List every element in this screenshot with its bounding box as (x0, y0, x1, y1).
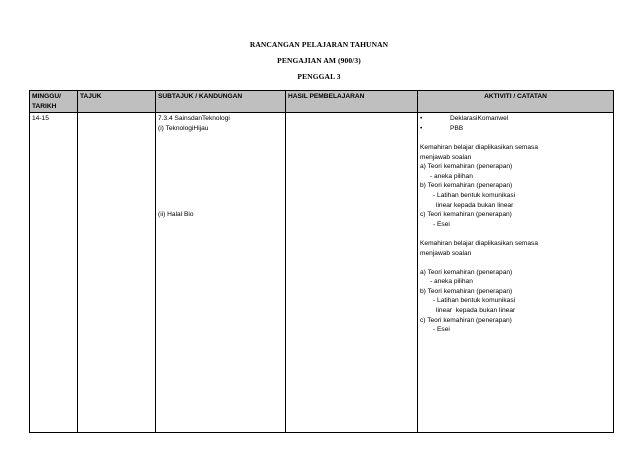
activity-line: - aneka pilihan (430, 278, 473, 286)
column-header-subtajuk: SUBTAJUK / KANDUNGAN (156, 91, 286, 113)
document-title: RANCANGAN PELAJARAN TAHUNAN (249, 40, 389, 49)
bullet-icon: • (420, 115, 423, 123)
subtajuk-line: (i) TeknologiHijau (158, 124, 209, 132)
document-term: PENGGAL 3 (297, 72, 341, 81)
cell-subtajuk (156, 113, 286, 433)
activity-line: Kemahiran belajar diaplikasikan semasa (420, 239, 539, 247)
activity-line: c) Teori kemahiran (penerapan) (420, 211, 512, 219)
column-header-tajuk: TAJUK (78, 91, 156, 113)
column-header-minggu: MINGGU/ TARIKH (30, 91, 78, 113)
activity-line: - aneka pilihan (430, 172, 473, 180)
activity-line: menjawab soalan (420, 249, 472, 257)
plan-table (29, 90, 614, 433)
activity-line: a) Teori kemahiran (penerapan) (420, 163, 513, 171)
activity-line: linear kepada bukan linear (436, 201, 514, 209)
document-subject: PENGAJIAN AM (900/3) (277, 56, 361, 65)
activity-line: b) Teori kemahiran (penerapan) (420, 182, 513, 190)
activity-line: menjawab soalan (420, 153, 472, 161)
cell-minggu: 14-15 (30, 113, 78, 433)
table-header-row (30, 91, 614, 113)
cell-tajuk (78, 113, 156, 433)
subtajuk-line: 7.3.4 SainsdanTeknologi (158, 115, 230, 123)
subtajuk-line: (ii) Halal Bio (158, 211, 194, 219)
cell-hasil (286, 113, 418, 433)
activity-line: - Latihan bentuk komunikasi (433, 297, 516, 305)
activity-line: - Latihan bentuk komunikasi (433, 191, 516, 199)
table-row (30, 113, 614, 433)
cell-aktiviti (418, 113, 614, 433)
bullet-item: • DeklarasiKomanwel (420, 115, 509, 123)
activity-line: c) Teori kemahiran (penerapan) (420, 316, 512, 324)
bullet-item: • PBB (420, 124, 464, 132)
activity-line: linear kepada bukan linear (436, 307, 516, 315)
activity-line: a) Teori kemahiran (penerapan) (420, 268, 513, 276)
activity-line: b) Teori kemahiran (penerapan) (420, 287, 513, 295)
activity-line: - Esei (433, 326, 450, 334)
activity-line: Kemahiran belajar diaplikasikan semasa (420, 143, 539, 151)
activity-line: - Esei (433, 220, 450, 228)
bullet-icon: • (420, 124, 423, 132)
column-header-aktiviti: AKTIVITI / CATATAN (418, 91, 614, 113)
column-header-hasil: HASIL PEMBELAJARAN (286, 91, 418, 113)
